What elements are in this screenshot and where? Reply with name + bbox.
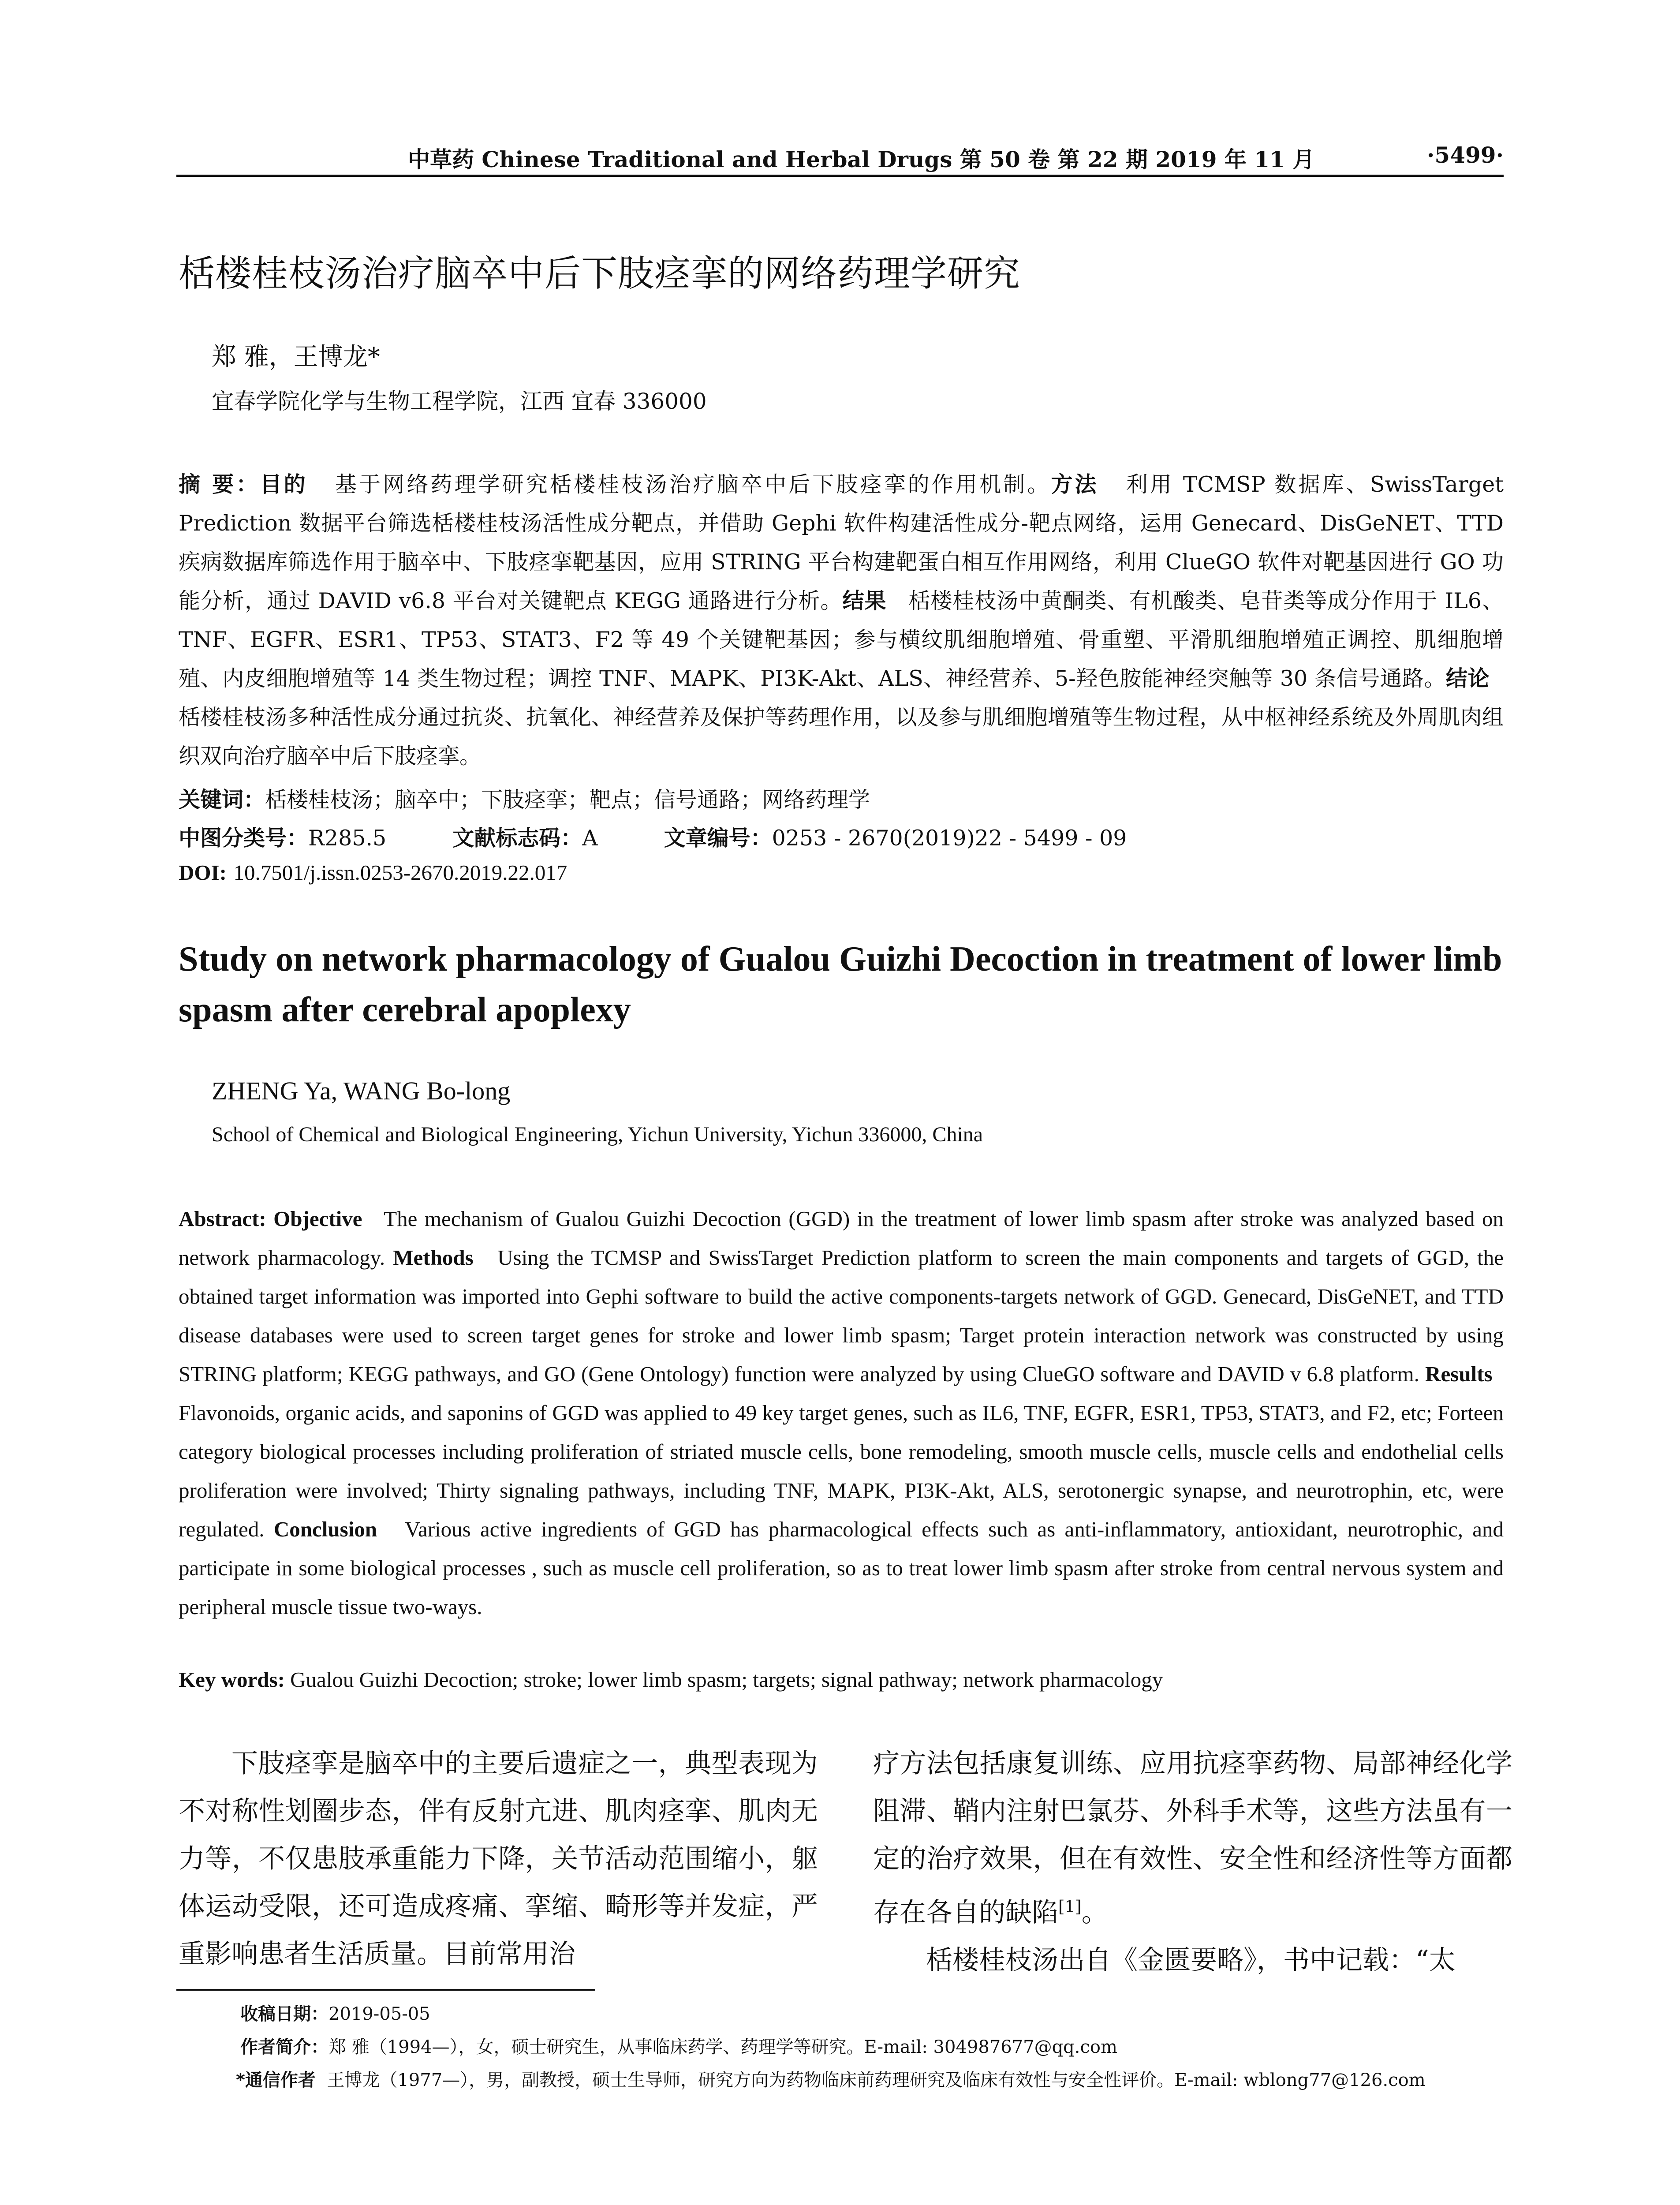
- english-affiliation: School of Chemical and Biological Engineering, Yichun University, Yichun 336000, China: [212, 1123, 983, 1146]
- chinese-title: 栝楼桂枝汤治疗脑卒中后下肢痉挛的网络药理学研究: [179, 253, 1021, 295]
- footnote-rule: [176, 1989, 595, 1991]
- article-no-value: 0253 - 2670(2019)22 - 5499 - 09: [772, 826, 1127, 851]
- doccode-value: A: [582, 826, 598, 851]
- author-label: 作者简介：: [240, 2037, 329, 2057]
- methods-label: 方法: [1051, 472, 1099, 497]
- doi-line: [179, 860, 567, 885]
- chinese-abstract: [179, 465, 1504, 776]
- en-objective-text: The mechanism of Gualou Guizhi Decoction (GGD) in the treatment of lower limb spasm after stroke was analyzed based on network pharmacology.: [179, 1207, 1504, 1270]
- conclusion-label: 结论: [1446, 666, 1490, 691]
- en-keywords-label: Key words:: [179, 1667, 285, 1692]
- objective-label: 目的: [260, 472, 308, 497]
- results-label: 结果: [842, 588, 887, 613]
- clc-value: R285.5: [308, 826, 387, 851]
- footnote-received: [240, 2000, 430, 2025]
- clc-label: 中图分类号：: [179, 826, 309, 851]
- article-no-label: 文章编号：: [664, 826, 772, 851]
- running-header: [176, 132, 1504, 172]
- body-column-left: [179, 1740, 818, 1978]
- footnote-author: [240, 2033, 1117, 2058]
- body-paragraph: 栝楼桂枝汤出自《金匮要略》，书中记载：“太: [926, 1945, 1456, 1976]
- received-label: 收稿日期：: [240, 2004, 329, 2024]
- doi-value: 10.7501/j.issn.0253-2670.2019.22.017: [233, 860, 567, 885]
- english-title: Study on network pharmacology of Gualou Guizhi Decoction in treatment of lower limb spasm after cerebral apoplexy: [179, 940, 1502, 1029]
- en-conclusion-text: Various active ingredients of GGD has pharmacological effects such as anti-inflammatory, antioxidant, neurotrophic, and participate in some biological processes , such as muscle cell proliferation, so as to treat lower limb spasm after stroke from central nervous system and peripheral muscle tissue two-ways.: [179, 1517, 1504, 1619]
- objective-text: 基于网络药理学研究栝楼桂枝汤治疗脑卒中后下肢痉挛的作用机制。: [335, 472, 1051, 497]
- header-rule: [176, 175, 1504, 177]
- citation-ref: [1]: [1058, 1897, 1082, 1916]
- body-paragraph-continued: [873, 1740, 1512, 1936]
- conclusion-text: 栝楼桂枝汤多种活性成分通过抗炎、抗氧化、神经营养及保护等药理作用，以及参与肌细胞增殖等生物过程，从中枢神经系统及外周肌肉组织双向治疗脑卒中后下肢痉挛。: [179, 705, 1504, 769]
- corresponding-value: 王博龙（1977—），男，副教授，硕士生导师，研究方向为药物临床前药理研究及临床有效性与安全性评价。E-mail: wblong77@126.com: [327, 2070, 1426, 2090]
- en-conclusion-label: Conclusion: [273, 1517, 377, 1541]
- chinese-authors: 郑 雅，王博龙*: [212, 343, 380, 371]
- en-keywords-text: Gualou Guizhi Decoction; stroke; lower limb spasm; targets; signal pathway; network pharmacology: [290, 1667, 1163, 1692]
- en-methods-text: Using the TCMSP and SwissTarget Prediction platform to screen the main components and targets of GGD, the obtained target information was imported into Gephi software to build the active components-targets network of GGD. Genecard, DisGeNET, and TTD disease databases were used to screen target genes for stroke and lower limb spasm; Target protein interaction network was constructed by using STRING platform; KEGG pathways, and GO (Gene Ontology) function were analyzed by using ClueGO software and DAVID v 6.8 platform.: [179, 1245, 1504, 1386]
- received-value: 2019-05-05: [329, 2004, 430, 2024]
- abstract-label: 摘 要：: [179, 472, 260, 497]
- en-methods-label: Methods: [393, 1245, 474, 1270]
- body-column-right: [873, 1740, 1512, 1984]
- classification-line: [179, 821, 1127, 852]
- en-results-label: Results: [1425, 1362, 1493, 1386]
- en-results-text: Flavonoids, organic acids, and saponins of GGD was applied to 49 key target genes, such as IL6, TNF, EGFR, ESR1, TP53, STAT3, and F2, etc; Forteen category biological processes including proliferation of striated muscle cells, bone remodeling, smooth muscle cells, muscle cells and endothelial cells proliferation were involved; Thirty signaling pathways, including TNF, MAPK, PI3K-Akt, ALS, serotonergic synapse, and neurotrophin, etc, were regulated.: [179, 1401, 1504, 1541]
- en-abstract-label: Abstract:: [179, 1207, 266, 1231]
- en-objective-label: Objective: [273, 1207, 362, 1231]
- footnote-corresponding: [236, 2066, 1426, 2091]
- journal-header: 中草药 Chinese Traditional and Herbal Drugs 第 50 卷 第 22 期 2019 年 11 月: [408, 146, 1315, 172]
- author-value: 郑 雅（1994—），女，硕士研究生，从事临床药学、药理学等研究。E-mail: 304987677@qq.com: [329, 2037, 1117, 2057]
- english-authors: ZHENG Ya, WANG Bo-long: [212, 1076, 511, 1105]
- chinese-keywords: [179, 783, 870, 814]
- corresponding-label: *通信作者: [236, 2070, 316, 2090]
- english-abstract: [179, 1200, 1504, 1626]
- keywords-label: 关键词：: [179, 787, 265, 812]
- methods-text: 利用 TCMSP 数据库、SwissTarget Prediction 数据平台筛选栝楼桂枝汤活性成分靶点，并借助 Gephi 软件构建活性成分-靶点网络，运用 Genecard、DisGeNET、TTD 疾病数据库筛选作用于脑卒中、下肢痉挛靶基因，应用 STRING 平台构建靶蛋白相互作用网络，利用 ClueGO 软件对靶基因进行 GO 功能分析，通过 DAVID v6.8 平台对关键靶点 KEGG 通路进行分析。: [179, 472, 1504, 613]
- chinese-affiliation: 宜春学院化学与生物工程学院，江西 宜春 336000: [212, 389, 707, 414]
- body-text-end: 。: [1081, 1897, 1108, 1928]
- body-paragraph: 下肢痉挛是脑卒中的主要后遗症之一，典型表现为不对称性划圈步态，伴有反射亢进、肌肉痉挛、肌肉无力等，不仅患肢承重能力下降，关节活动范围缩小，躯体运动受限，还可造成疼痛、挛缩、畸形等并发症，严重影响患者生活质量。目前常用治: [179, 1748, 818, 1970]
- english-keywords: [179, 1667, 1163, 1692]
- keywords-text: 栝楼桂枝汤；脑卒中；下肢痉挛；靶点；信号通路；网络药理学: [265, 787, 870, 812]
- doi-label: DOI:: [179, 860, 227, 885]
- body-text: 疗方法包括康复训练、应用抗痉挛药物、局部神经化学阻滞、鞘内注射巴氯芬、外科手术等，这些方法虽有一定的治疗效果，但在有效性、安全性和经济性等方面都存在各自的缺陷: [873, 1748, 1512, 1928]
- page-number: ·5499·: [1427, 142, 1504, 168]
- doccode-label: 文献标志码：: [452, 826, 582, 851]
- results-text: 栝楼桂枝汤中黄酮类、有机酸类、皂苷类等成分作用于 IL6、TNF、EGFR、ESR1、TP53、STAT3、F2 等 49 个关键靶基因；参与横纹肌细胞增殖、骨重塑、平滑肌细胞增殖正调控、肌细胞增殖、内皮细胞增殖等 14 类生物过程；调控 TNF、MAPK、PI3K-Akt、ALS、神经营养、5-羟色胺能神经突触等 30 条信号通路。: [179, 588, 1504, 691]
